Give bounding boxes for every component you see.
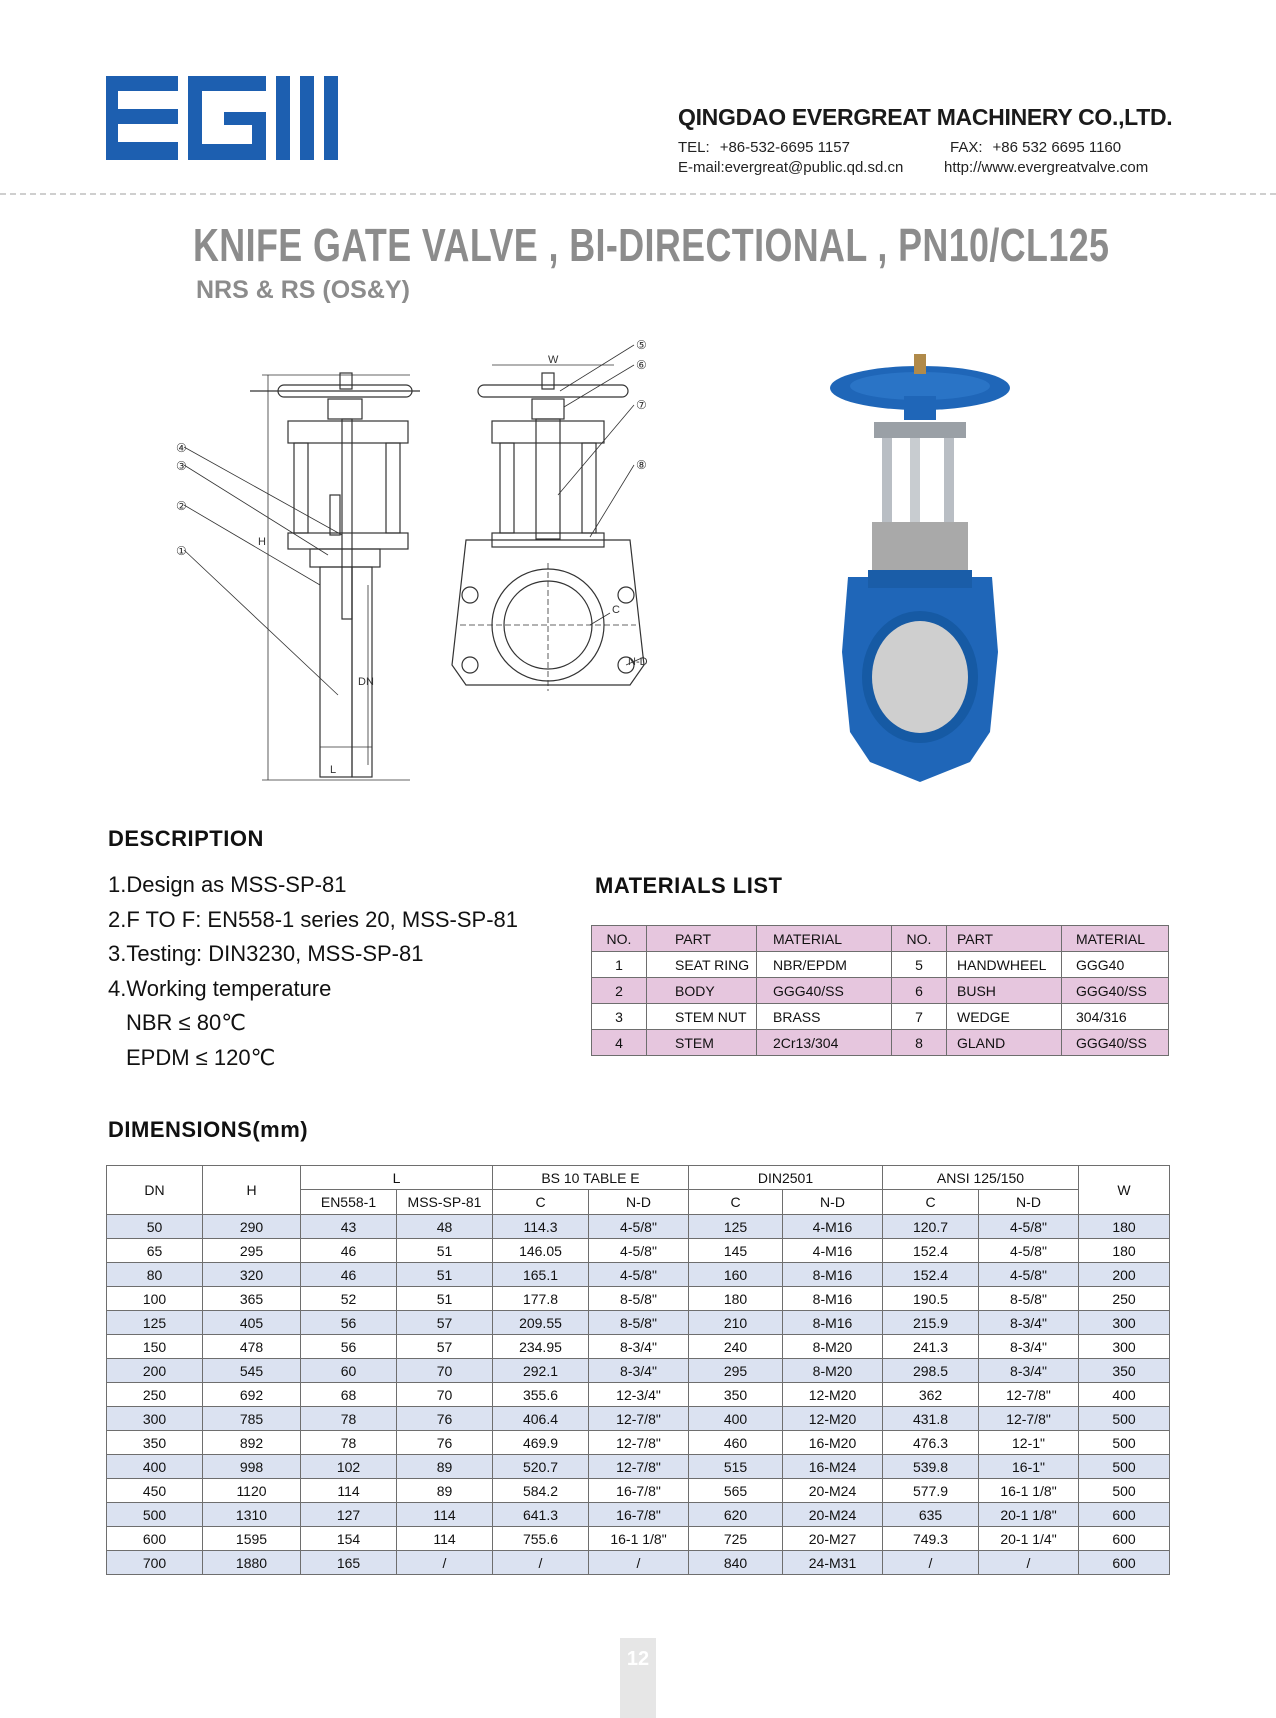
cell: BRASS [757, 1004, 892, 1030]
cell: 298.5 [883, 1359, 979, 1383]
cell: / [493, 1551, 589, 1575]
company-name: QINGDAO EVERGREAT MACHINERY CO.,LTD. [678, 104, 1173, 130]
callout-1: ① [176, 544, 187, 558]
dim-label-dn: DN [358, 676, 374, 688]
cell: 3 [592, 1004, 647, 1030]
cell: 500 [1079, 1455, 1170, 1479]
cell: 200 [1079, 1263, 1170, 1287]
cell: 1120 [203, 1479, 301, 1503]
cell: 362 [883, 1383, 979, 1407]
cell: 46 [301, 1239, 397, 1263]
cell: GGG40/SS [1062, 1030, 1169, 1056]
h-header: H [203, 1166, 301, 1215]
table-row [107, 1479, 1170, 1503]
cell: GGG40/SS [1062, 978, 1169, 1004]
cell: STEM [647, 1030, 757, 1056]
cell: 8-M20 [783, 1359, 883, 1383]
callout-6: ⑥ [636, 358, 647, 372]
cell: 4-5/8" [979, 1239, 1079, 1263]
cell: / [979, 1551, 1079, 1575]
cell: 460 [689, 1431, 783, 1455]
sub-header: EN558-1 [301, 1190, 397, 1215]
cell: 125 [689, 1215, 783, 1239]
cell: 290 [203, 1215, 301, 1239]
cell: 450 [107, 1479, 203, 1503]
cell: 46 [301, 1263, 397, 1287]
sub-header: C [493, 1190, 589, 1215]
ansi-header: ANSI 125/150 [883, 1166, 1079, 1190]
cell: 209.55 [493, 1311, 589, 1335]
cell: 1880 [203, 1551, 301, 1575]
cell: 200 [107, 1359, 203, 1383]
table-row [107, 1431, 1170, 1455]
cell: 215.9 [883, 1311, 979, 1335]
cell: 600 [1079, 1551, 1170, 1575]
cell: 89 [397, 1479, 493, 1503]
table-row [107, 1551, 1170, 1575]
table-row [107, 1455, 1170, 1479]
cell: 48 [397, 1215, 493, 1239]
cell: 114 [301, 1479, 397, 1503]
cell: 16-7/8" [589, 1503, 689, 1527]
cell: HANDWHEEL [947, 952, 1062, 978]
cell: 51 [397, 1287, 493, 1311]
table-row [592, 952, 1169, 978]
fax-label: FAX: [950, 139, 983, 156]
cell: 114 [397, 1527, 493, 1551]
valve-drawings [170, 338, 730, 785]
cell: 65 [107, 1239, 203, 1263]
cell: 152.4 [883, 1239, 979, 1263]
cell: 180 [689, 1287, 783, 1311]
col-header: MATERIAL [1062, 926, 1169, 952]
cell: 152.4 [883, 1263, 979, 1287]
cell: 43 [301, 1215, 397, 1239]
cell: / [397, 1551, 493, 1575]
cell: GGG40 [1062, 952, 1169, 978]
cell: 12-7/8" [589, 1407, 689, 1431]
materials-table [591, 925, 1169, 1056]
table-row [107, 1311, 1170, 1335]
callout-8: ⑧ [636, 458, 647, 472]
description-heading: DESCRIPTION [108, 826, 264, 851]
cell: / [883, 1551, 979, 1575]
description-item: 1.Design as MSS-SP-81 [108, 872, 347, 897]
cell: 80 [107, 1263, 203, 1287]
cell: 478 [203, 1335, 301, 1359]
fax-number: +86 532 6695 1160 [992, 139, 1122, 156]
cell: 8-3/4" [979, 1335, 1079, 1359]
cell: 165.1 [493, 1263, 589, 1287]
table-row [107, 1527, 1170, 1551]
dim-header-row-1 [107, 1166, 1170, 1190]
cell: 12-7/8" [979, 1383, 1079, 1407]
cell: 241.3 [883, 1335, 979, 1359]
cell: 400 [1079, 1383, 1170, 1407]
cell: 177.8 [493, 1287, 589, 1311]
cell: 8-5/8" [979, 1287, 1079, 1311]
cell: 304/316 [1062, 1004, 1169, 1030]
cell: 100 [107, 1287, 203, 1311]
cell: 68 [301, 1383, 397, 1407]
cell: 300 [107, 1407, 203, 1431]
page-number-tab [620, 1638, 656, 1718]
cell: 20-1 1/8" [979, 1503, 1079, 1527]
cell: 8-5/8" [589, 1311, 689, 1335]
cell: 51 [397, 1239, 493, 1263]
sub-header: C [689, 1190, 783, 1215]
cell: 16-7/8" [589, 1479, 689, 1503]
page-subtitle: NRS & RS (OS&Y) [196, 276, 410, 304]
cell: 8-M16 [783, 1287, 883, 1311]
cell: BODY [647, 978, 757, 1004]
table-row [107, 1263, 1170, 1287]
cell: 120.7 [883, 1215, 979, 1239]
cell: 300 [1079, 1311, 1170, 1335]
table-row [107, 1503, 1170, 1527]
w-header: W [1079, 1166, 1170, 1215]
cell: 500 [1079, 1431, 1170, 1455]
email: E-mail:evergreat@public.qd.sd.cn [678, 159, 904, 176]
cell: 70 [397, 1383, 493, 1407]
cell: 57 [397, 1335, 493, 1359]
col-header: NO. [592, 926, 647, 952]
cell: SEAT RING [647, 952, 757, 978]
cell: 146.05 [493, 1239, 589, 1263]
cell: 350 [1079, 1359, 1170, 1383]
description-item: EPDM ≤ 120℃ [126, 1044, 276, 1070]
cell: 295 [689, 1359, 783, 1383]
company-logo [106, 76, 352, 162]
cell: 6 [892, 978, 947, 1004]
tel-number: +86-532-6695 1157 [719, 139, 850, 156]
cell: 12-1" [979, 1431, 1079, 1455]
cell: 76 [397, 1431, 493, 1455]
cell: WEDGE [947, 1004, 1062, 1030]
cell: 539.8 [883, 1455, 979, 1479]
page-title: KNIFE GATE VALVE , BI-DIRECTIONAL , PN10/CL125 [193, 219, 1110, 271]
cell: 749.3 [883, 1527, 979, 1551]
cell: 500 [107, 1503, 203, 1527]
cell: 4-M16 [783, 1239, 883, 1263]
cell: 4-5/8" [979, 1215, 1079, 1239]
table-row [107, 1383, 1170, 1407]
cell: 292.1 [493, 1359, 589, 1383]
cell: GLAND [947, 1030, 1062, 1056]
cell: 24-M31 [783, 1551, 883, 1575]
cell: 125 [107, 1311, 203, 1335]
cell: 620 [689, 1503, 783, 1527]
cell: 635 [883, 1503, 979, 1527]
cell: 16-M24 [783, 1455, 883, 1479]
cell: 400 [689, 1407, 783, 1431]
cell: 5 [892, 952, 947, 978]
materials-header-row [592, 926, 1169, 952]
cell: 755.6 [493, 1527, 589, 1551]
cell: 365 [203, 1287, 301, 1311]
cell: 16-1" [979, 1455, 1079, 1479]
table-row [107, 1407, 1170, 1431]
dn-header: DN [107, 1166, 203, 1215]
side-view-drawing [176, 373, 420, 780]
cell: 60 [301, 1359, 397, 1383]
cell: 145 [689, 1239, 783, 1263]
sub-header: MSS-SP-81 [397, 1190, 493, 1215]
cell: 20-1 1/4" [979, 1527, 1079, 1551]
sub-header: C [883, 1190, 979, 1215]
table-row [592, 1030, 1169, 1056]
cell: 127 [301, 1503, 397, 1527]
cell: 892 [203, 1431, 301, 1455]
cell: 405 [203, 1311, 301, 1335]
cell: 300 [1079, 1335, 1170, 1359]
cell: 998 [203, 1455, 301, 1479]
cell: 350 [689, 1383, 783, 1407]
cell: 210 [689, 1311, 783, 1335]
page-number: 12 [626, 1648, 650, 1670]
cell: 4-5/8" [589, 1239, 689, 1263]
cell: 180 [1079, 1239, 1170, 1263]
cell: 545 [203, 1359, 301, 1383]
cell: 76 [397, 1407, 493, 1431]
header-divider [0, 193, 1276, 195]
cell: 641.3 [493, 1503, 589, 1527]
valve-product-photo [820, 352, 1020, 788]
cell: 12-7/8" [979, 1407, 1079, 1431]
cell: 4-5/8" [589, 1263, 689, 1287]
cell: 56 [301, 1311, 397, 1335]
cell: 8 [892, 1030, 947, 1056]
cell: 16-M20 [783, 1431, 883, 1455]
front-view-drawing [452, 338, 648, 691]
cell: 165 [301, 1551, 397, 1575]
bs-header: BS 10 TABLE E [493, 1166, 689, 1190]
cell: 600 [1079, 1527, 1170, 1551]
materials-heading: MATERIALS LIST [595, 873, 783, 898]
dim-label-w: W [548, 354, 559, 366]
cell: 56 [301, 1335, 397, 1359]
cell: 431.8 [883, 1407, 979, 1431]
cell: 114.3 [493, 1215, 589, 1239]
callout-4: ④ [176, 441, 187, 455]
cell: 8-M16 [783, 1311, 883, 1335]
table-row [107, 1359, 1170, 1383]
dimensions-heading: DIMENSIONS(mm) [108, 1117, 309, 1142]
cell: 180 [1079, 1215, 1170, 1239]
cell: 78 [301, 1431, 397, 1455]
cell: 154 [301, 1527, 397, 1551]
cell: 12-7/8" [589, 1455, 689, 1479]
sub-header: N-D [783, 1190, 883, 1215]
description-item: 4.Working temperature [108, 975, 332, 1001]
cell: 8-3/4" [589, 1335, 689, 1359]
cell: 692 [203, 1383, 301, 1407]
description-item: NBR ≤ 80℃ [126, 1010, 246, 1035]
cell: 469.9 [493, 1431, 589, 1455]
cell: 4 [592, 1030, 647, 1056]
col-header: PART [947, 926, 1062, 952]
tel-label: TEL: [678, 139, 710, 156]
l-header: L [301, 1166, 493, 1190]
table-row [107, 1287, 1170, 1311]
cell: 16-1 1/8" [589, 1527, 689, 1551]
din-header: DIN2501 [689, 1166, 883, 1190]
col-header: PART [647, 926, 757, 952]
website: http://www.evergreatvalve.com [944, 159, 1149, 176]
cell: 320 [203, 1263, 301, 1287]
table-row [592, 978, 1169, 1004]
cell: 565 [689, 1479, 783, 1503]
cell: 240 [689, 1335, 783, 1359]
cell: 2 [592, 978, 647, 1004]
cell: 515 [689, 1455, 783, 1479]
cell: 785 [203, 1407, 301, 1431]
fax-line [950, 139, 1121, 156]
description-item: 3.Testing: DIN3230, MSS-SP-81 [108, 941, 424, 966]
cell: 114 [397, 1503, 493, 1527]
cell: 234.95 [493, 1335, 589, 1359]
cell: / [589, 1551, 689, 1575]
cell: 840 [689, 1551, 783, 1575]
cell: 52 [301, 1287, 397, 1311]
cell: 8-5/8" [589, 1287, 689, 1311]
cell: 4-5/8" [979, 1263, 1079, 1287]
cell: 577.9 [883, 1479, 979, 1503]
cell: 20-M24 [783, 1479, 883, 1503]
dim-label-l: L [330, 764, 337, 776]
cell: 295 [203, 1239, 301, 1263]
callout-3: ③ [176, 459, 187, 473]
cell: 1310 [203, 1503, 301, 1527]
cell: 70 [397, 1359, 493, 1383]
cell: 150 [107, 1335, 203, 1359]
dim-label-c: C [612, 604, 620, 616]
cell: 12-M20 [783, 1407, 883, 1431]
cell: 476.3 [883, 1431, 979, 1455]
cell: STEM NUT [647, 1004, 757, 1030]
col-header: MATERIAL [757, 926, 892, 952]
cell: 500 [1079, 1407, 1170, 1431]
cell: 250 [1079, 1287, 1170, 1311]
table-row [592, 1004, 1169, 1030]
table-row [107, 1215, 1170, 1239]
cell: 1 [592, 952, 647, 978]
cell: 8-M16 [783, 1263, 883, 1287]
cell: 406.4 [493, 1407, 589, 1431]
cell: 190.5 [883, 1287, 979, 1311]
cell: 160 [689, 1263, 783, 1287]
dimensions-table [106, 1165, 1170, 1575]
callout-2: ② [176, 499, 187, 513]
cell: 725 [689, 1527, 783, 1551]
cell: 57 [397, 1311, 493, 1335]
cell: 102 [301, 1455, 397, 1479]
cell: 8-3/4" [979, 1359, 1079, 1383]
callout-5: ⑤ [636, 338, 647, 352]
dimensions-body [107, 1215, 1170, 1575]
cell: 16-1 1/8" [979, 1479, 1079, 1503]
cell: 355.6 [493, 1383, 589, 1407]
cell: 20-M27 [783, 1527, 883, 1551]
cell: 584.2 [493, 1479, 589, 1503]
cell: BUSH [947, 978, 1062, 1004]
cell: 8-3/4" [589, 1359, 689, 1383]
cell: NBR/EPDM [757, 952, 892, 978]
cell: 600 [1079, 1503, 1170, 1527]
cell: 350 [107, 1431, 203, 1455]
cell: 1595 [203, 1527, 301, 1551]
cell: 12-M20 [783, 1383, 883, 1407]
dim-label-h: H [258, 536, 266, 548]
cell: 8-M20 [783, 1335, 883, 1359]
description-item: 2.F TO F: EN558-1 series 20, MSS-SP-81 [108, 906, 519, 932]
cell: 7 [892, 1004, 947, 1030]
cell: 4-5/8" [589, 1215, 689, 1239]
col-header: NO. [892, 926, 947, 952]
cell: GGG40/SS [757, 978, 892, 1004]
cell: 20-M24 [783, 1503, 883, 1527]
cell: 50 [107, 1215, 203, 1239]
cell: 4-M16 [783, 1215, 883, 1239]
sub-header: N-D [979, 1190, 1079, 1215]
cell: 700 [107, 1551, 203, 1575]
description-list [108, 868, 518, 1075]
table-row [107, 1239, 1170, 1263]
cell: 51 [397, 1263, 493, 1287]
cell: 78 [301, 1407, 397, 1431]
cell: 12-3/4" [589, 1383, 689, 1407]
cell: 8-3/4" [979, 1311, 1079, 1335]
cell: 89 [397, 1455, 493, 1479]
tel-line [678, 139, 850, 156]
cell: 500 [1079, 1479, 1170, 1503]
cell: 2Cr13/304 [757, 1030, 892, 1056]
cell: 520.7 [493, 1455, 589, 1479]
callout-7: ⑦ [636, 398, 647, 412]
dim-label-nd: N-D [628, 656, 648, 668]
cell: 400 [107, 1455, 203, 1479]
cell: 250 [107, 1383, 203, 1407]
table-row [107, 1335, 1170, 1359]
sub-header: N-D [589, 1190, 689, 1215]
cell: 12-7/8" [589, 1431, 689, 1455]
cell: 600 [107, 1527, 203, 1551]
